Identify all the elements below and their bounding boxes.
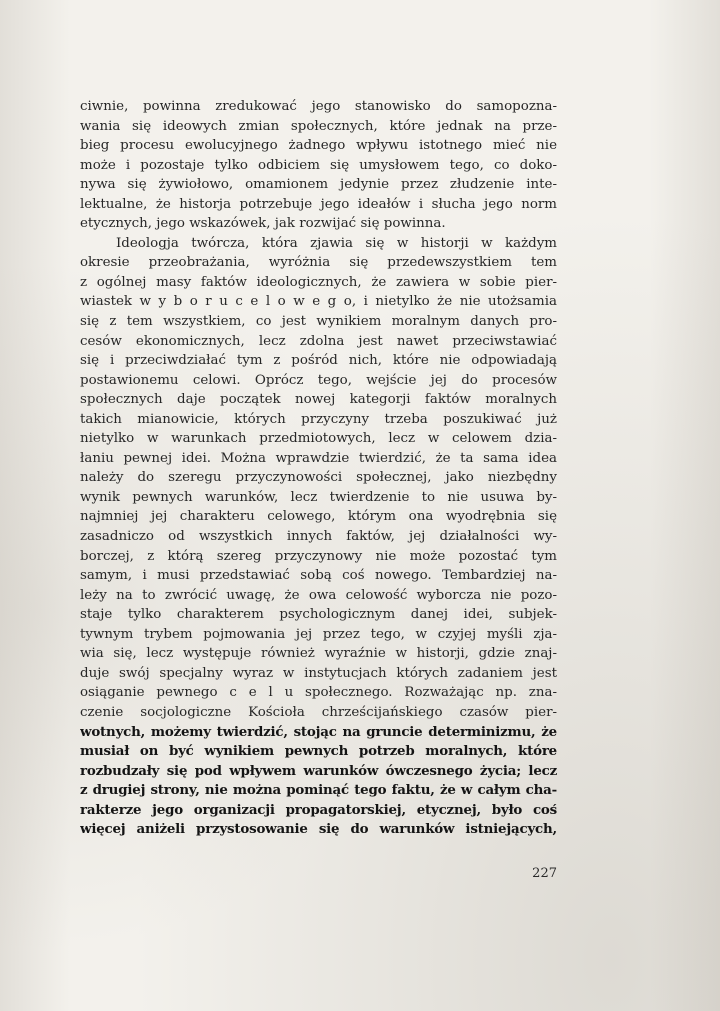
text-line: społecznych daje początek nowej kategorji faktów moralnych <box>80 392 557 408</box>
text-line: rakterze jego organizacji propagatorskiej, etycznej, było coś <box>80 801 557 818</box>
text-line: borczej, z którą szereg przyczynowy nie może pozostać tym <box>80 548 557 564</box>
text-line: z drugiej strony, nie można pominąć tego faktu, że w całym cha- <box>80 782 557 799</box>
text-line: musiał on być wynikiem pewnych potrzeb moralnych, które <box>80 743 557 760</box>
text-line: się z tem wszystkiem, co jest wynikiem moralnym danych pro- <box>80 314 557 330</box>
text-line: tywnym trybem pojmowania jej przez tego, w czyjej myśli zja- <box>80 626 557 642</box>
text-line: postawionemu celowi. Oprócz tego, wejście jej do procesów <box>80 372 557 388</box>
text-line: bieg procesu ewolucyjnego żadnego wpływu istotnego mieć nie <box>80 138 557 154</box>
text-line: samym, i musi przedstawiać sobą coś nowego. Tembardziej na- <box>80 568 557 584</box>
text-line: ciwnie, powinna zredukować jego stanowisko do samopozna- <box>80 99 557 114</box>
body-text <box>80 97 557 840</box>
text-line: nywa się żywiołowo, omamionem jedynie przez złudzenie inte- <box>80 177 557 193</box>
text-line: takich mianowicie, których przyczyny trzeba poszukiwać już <box>80 411 557 427</box>
text-line: leży na to zwrócić uwagę, że owa celowość wyborcza nie pozo- <box>80 587 557 603</box>
text-line: należy do szeregu przyczynowości społecznej, jako niezbędny <box>80 470 557 486</box>
text-line: staje tylko charakterem psychologicznym danej idei, subjek- <box>80 607 557 623</box>
text-line: wiastek w y b o r u c e l o w e g o, i nietylko że nie utożsamia <box>80 294 557 310</box>
text-line: wania się ideowych zmian społecznych, które jednak na prze- <box>80 118 557 134</box>
text-line: czenie socjologiczne Kościoła chrześcijańskiego czasów pier- <box>80 704 557 720</box>
text-line: może i pozostaje tylko odbiciem się umysłowem tego, co doko- <box>80 157 557 173</box>
text-line: osiąganie pewnego c e l u społecznego. Rozważając np. zna- <box>80 685 557 701</box>
text-line: lektualne, że historja potrzebuje jego ideałów i słucha jego norm <box>80 196 557 212</box>
text-line: więcej aniżeli przystosowanie się do warunków istniejących, <box>80 821 557 838</box>
text-line: się i przeciwdziałać tym z pośród nich, które nie odpowiadają <box>80 353 557 369</box>
text-line: najmniej jej charakteru celowego, którym ona wyodrębnia się <box>80 509 557 525</box>
text-line: łaniu pewnej idei. Można wprawdzie twierdzić, że ta sama idea <box>80 450 557 466</box>
text-line: nietylko w warunkach przedmiotowych, lecz w celowem dzia- <box>80 431 557 447</box>
text-line: wynik pewnych warunków, lecz twierdzenie to nie usuwa by- <box>80 489 557 505</box>
text-line: wotnych, możemy twierdzić, stojąc na gruncie determinizmu, że <box>80 723 557 740</box>
text-line: rozbudzały się pod wpływem warunków ówczesnego życia; lecz <box>80 762 557 779</box>
text-line: wia się, lecz występuje również wyraźnie w historji, gdzie znaj- <box>80 646 557 662</box>
text-line: etycznych, jego wskazówek, jak rozwijać się powinna. <box>80 216 446 232</box>
text-line: cesów ekonomicznych, lecz zdolna jest nawet przeciwstawiać <box>80 333 557 349</box>
text-line: z ogólnej masy faktów ideologicznych, że zawiera w sobie pier- <box>80 274 557 290</box>
paragraph-start-line: Ideologja twórcza, która zjawia się w historji w każdym <box>116 235 557 251</box>
text-line: zasadniczo od wszystkich innych faktów, jej działalności wy- <box>80 529 557 545</box>
text-line: duje swój specjalny wyraz w instytucjach których zadaniem jest <box>80 665 557 681</box>
page-number: 227 <box>532 866 557 881</box>
text-line: okresie przeobrażania, wyróżnia się przedewszystkiem tem <box>80 255 557 271</box>
